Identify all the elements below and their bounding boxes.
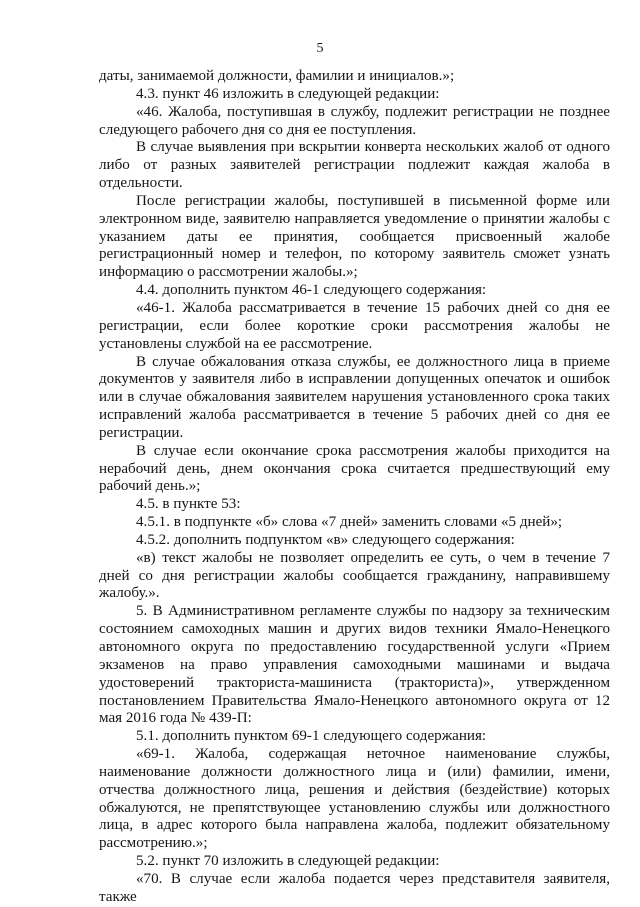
- paragraph: «69-1. Жалоба, содержащая неточное наименование службы, наименование должности должностного лица и (или) фамилии, имени, отчества должностного лица, решения и действия (бездействие) которых обжалуются, не препятствующее установлению службы или должностного лица, в адрес которого была направлена жалоба, подлежит обязательному рассмотрению.»;: [99, 746, 610, 852]
- paragraph: 4.5.1. в подпункте «б» слова «7 дней» заменить словами «5 дней»;: [136, 514, 563, 531]
- paragraph: 4.3. пункт 46 изложить в следующей редакции:: [136, 85, 440, 102]
- paragraph: 5.2. пункт 70 изложить в следующей редакции:: [136, 853, 440, 870]
- paragraph: 5.1. дополнить пунктом 69-1 следующего содержания:: [136, 728, 487, 745]
- paragraph: «70. В случае если жалоба подается через представителя заявителя, также: [99, 870, 610, 905]
- paragraph: «46-1. Жалоба рассматривается в течение 15 рабочих дней со дня ее регистрации, если более короткие сроки рассмотрения жалобы не установлены службой на ее рассмотрение.: [99, 299, 610, 352]
- paragraph: В случае выявления при вскрытии конверта нескольких жалоб от одного либо от разных заявителей регистрации подлежит каждая жалоба в отдельности.: [99, 139, 610, 192]
- paragraph: даты, занимаемой должности, фамилии и инициалов.»;: [99, 68, 455, 84]
- paragraph: «46. Жалоба, поступившая в службу, подлежит регистрации не позднее следующего рабочего дня со дня ее поступления.: [99, 103, 610, 138]
- paragraph: «в) текст жалобы не позволяет определить ее суть, о чем в течение 7 дней со дня регистрации жалобы сообщается гражданину, направившему жалобу.».: [99, 549, 610, 602]
- paragraph: 4.4. дополнить пунктом 46-1 следующего содержания:: [136, 282, 487, 299]
- document-body: [99, 68, 610, 907]
- paragraph: В случае если окончание срока рассмотрения жалобы приходится на нерабочий день, днем окончания срока считается предшествующий ему рабочий день.»;: [99, 442, 610, 495]
- paragraph: 4.5. в пункте 53:: [136, 496, 241, 513]
- page-number: 5: [316, 41, 324, 56]
- paragraph: 5. В Административном регламенте службы по надзору за техническим состоянием самоходных машин и других видов техники Ямало-Ненецкого автономного округа по предоставлению государственной услуги «Прием экзаменов на право управления самоходными машинами и выдача удостоверений тракториста-машиниста (тракториста)», утвержденном постановлением Правительства Ямало-Ненецкого автономного округа от 12 мая 2016 года № 439-П:: [99, 603, 610, 727]
- paragraph: 4.5.2. дополнить подпунктом «в» следующего содержания:: [136, 531, 515, 548]
- paragraph: В случае обжалования отказа службы, ее должностного лица в приеме документов у заявителя либо в исправлении допущенных опечаток и ошибок или в случае обжалования заявителем нарушения установленного срока таких исправлений жалоба рассматривается в течение 5 рабочих дней со дня ее регистрации.: [99, 353, 610, 441]
- paragraph: После регистрации жалобы, поступившей в письменной форме или электронном виде, заявителю направляется уведомление о принятии жалобы с указанием даты ее принятия, сообщается присвоенный жалобе регистрационный номер и телефон, по которому заявитель сможет узнать информацию о рассмотрении жалобы.»;: [99, 192, 610, 281]
